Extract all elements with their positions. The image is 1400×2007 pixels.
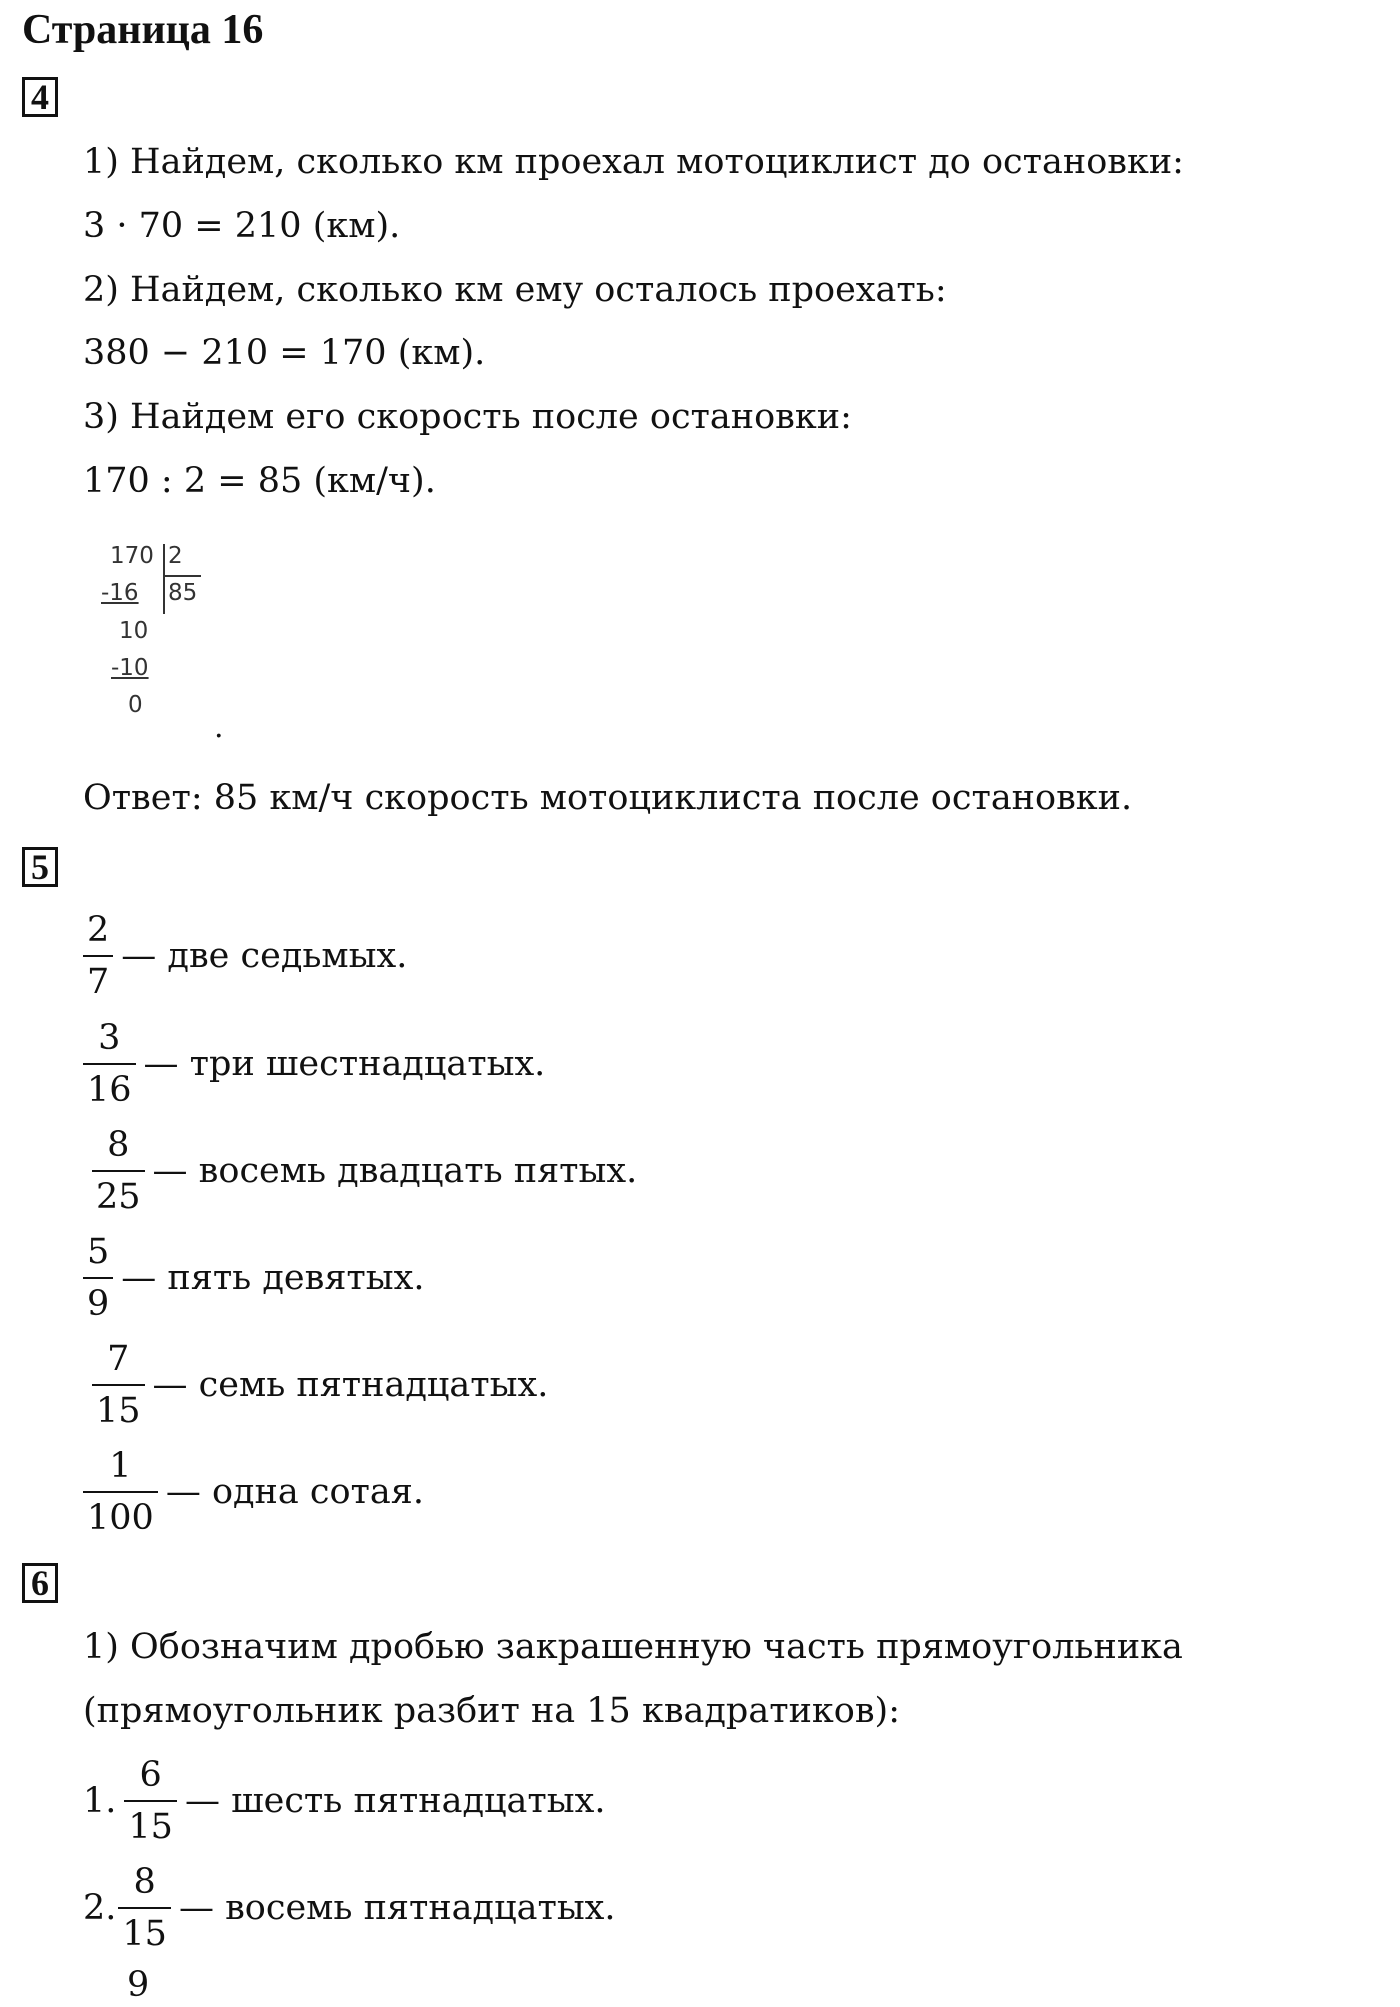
- fraction-numerator: 1: [109, 1446, 132, 1486]
- fraction-text: — три шестнадцатых.: [143, 1044, 546, 1084]
- task4-line-2: 3 · 70 = 210 (км).: [83, 206, 401, 246]
- long-division-quotient: 85: [168, 580, 198, 606]
- fraction-denominator: 100: [83, 1491, 158, 1543]
- long-division-horizontal-line: [163, 575, 201, 577]
- task6-line-2: (прямоугольник разбит на 15 квадратиков):: [83, 1691, 900, 1731]
- fraction-row: [83, 1226, 425, 1330]
- fraction: [83, 905, 113, 1007]
- fraction-denominator: 15: [118, 1907, 171, 1959]
- fraction-numerator: 7: [107, 1339, 130, 1379]
- fraction-text: — одна сотая.: [165, 1472, 424, 1512]
- item-number: 2.: [83, 1888, 117, 1928]
- fraction-text: — две седьмых.: [121, 936, 408, 976]
- page-title: Страница 16: [22, 7, 264, 53]
- fraction: [124, 1750, 177, 1852]
- fraction-row: [92, 1333, 548, 1437]
- fraction: [83, 1013, 136, 1115]
- fraction-row: [83, 904, 407, 1008]
- long-division-step-1: -16: [101, 580, 139, 606]
- fraction-text: — восемь пятнадцатых.: [178, 1888, 616, 1928]
- task4-line-3: 2) Найдем, сколько км ему осталось проехать:: [83, 270, 947, 310]
- fraction-text: — восемь двадцать пятых.: [152, 1151, 638, 1191]
- fraction-numerator: 3: [98, 1018, 121, 1058]
- task4-line-1: 1) Найдем, сколько км проехал мотоциклист до остановки:: [83, 142, 1184, 182]
- task-number-6: 6: [22, 1563, 58, 1603]
- fraction-numerator: 8: [107, 1125, 130, 1165]
- fraction-row: [83, 1749, 605, 1853]
- stray-dot: .: [214, 710, 224, 745]
- fraction-row: [83, 1440, 424, 1544]
- task4-line-4: 380 − 210 = 170 (км).: [83, 333, 486, 373]
- fraction-denominator: 16: [83, 1063, 136, 1115]
- fraction-text: — семь пятнадцатых.: [152, 1365, 549, 1405]
- fraction-denominator: 15: [124, 1800, 177, 1852]
- task6-line-1: 1) Обозначим дробью закрашенную часть прямоугольника: [83, 1627, 1183, 1667]
- fraction-numerator: 2: [87, 910, 110, 950]
- fraction-denominator: 15: [92, 1384, 145, 1436]
- fraction-numerator: 5: [87, 1232, 110, 1272]
- fraction-row: [83, 1856, 616, 1960]
- fraction-text: — шесть пятнадцатых.: [184, 1781, 606, 1821]
- fraction: [92, 1120, 145, 1222]
- task4-line-6: 170 : 2 = 85 (км/ч).: [83, 461, 436, 501]
- fraction: [92, 1334, 145, 1436]
- fraction-text: — пять девятых.: [121, 1258, 425, 1298]
- long-division-remainder: 0: [128, 692, 143, 718]
- long-division-divisor: 2: [168, 543, 183, 569]
- task-number-4: 4: [22, 77, 58, 117]
- task4-answer: Ответ: 85 км/ч скорость мотоциклиста после остановки.: [83, 778, 1133, 818]
- fraction: [83, 1227, 113, 1329]
- long-division-vertical-line: [163, 544, 165, 614]
- task4-line-5: 3) Найдем его скорость после остановки:: [83, 397, 852, 437]
- long-division-step-3: -10: [111, 655, 149, 681]
- task-number-5: 5: [22, 847, 58, 887]
- fraction-denominator: 9: [83, 1277, 113, 1329]
- fraction-denominator: 7: [83, 955, 113, 1007]
- fraction-row: [83, 1012, 545, 1116]
- item-number: 1.: [83, 1781, 117, 1821]
- fraction-numerator: 8: [133, 1862, 156, 1902]
- long-division-step-2: 10: [119, 618, 149, 644]
- long-division-dividend: 170: [110, 543, 154, 569]
- fraction-row: [92, 1119, 637, 1223]
- fraction-numerator: 6: [139, 1755, 162, 1795]
- partial-fraction-numerator: 9: [127, 1965, 150, 2005]
- fraction: [83, 1441, 158, 1543]
- fraction-denominator: 25: [92, 1170, 145, 1222]
- fraction: [118, 1857, 171, 1959]
